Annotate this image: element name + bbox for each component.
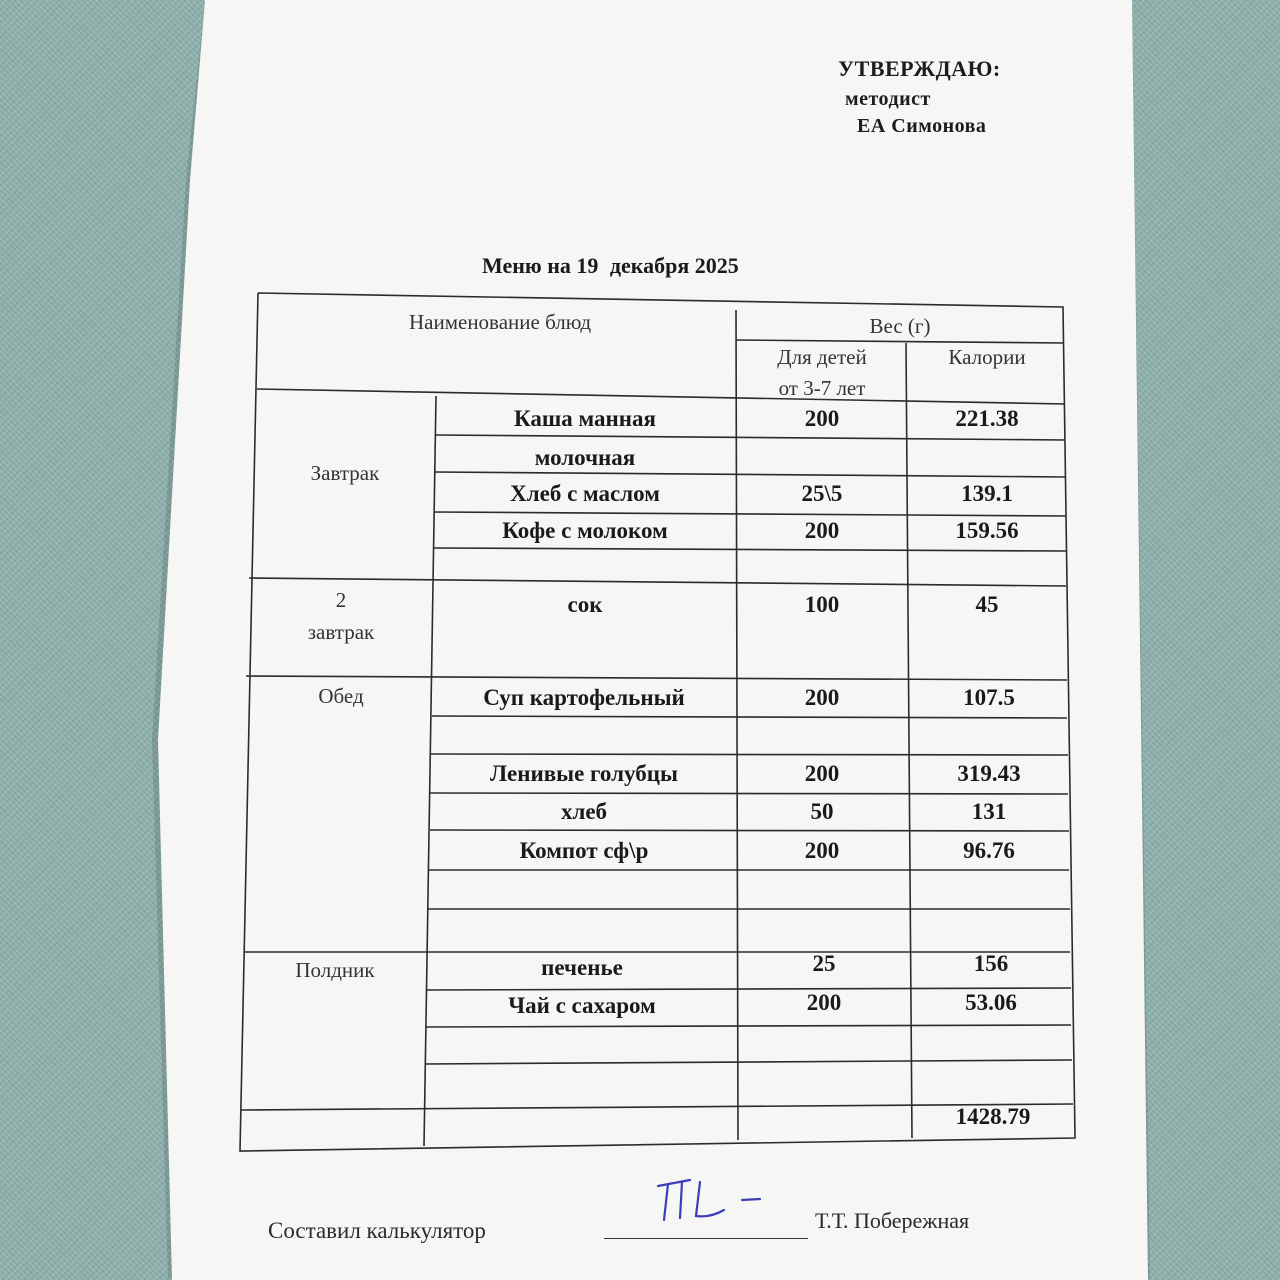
dish-name: хлеб: [560, 799, 608, 824]
dish-calories: 131: [971, 799, 1007, 824]
meal-second-breakfast-line1: 2: [335, 588, 347, 612]
dish-name: Хлеб с маслом: [510, 481, 660, 506]
dish-calories: 156: [973, 951, 1009, 976]
dish-calories: 96.76: [963, 838, 1015, 863]
dish-weight: 200: [804, 406, 840, 431]
dish-weight: 200: [804, 761, 840, 786]
header-age-group-line1: Для детей: [777, 345, 867, 369]
meal-second-breakfast-line2: завтрак: [307, 620, 375, 644]
dish-weight: 200: [804, 685, 840, 710]
dish-calories: 139.1: [961, 481, 1013, 506]
dish-name: Ленивые голубцы: [490, 761, 678, 786]
dish-calories: 221.38: [955, 406, 1019, 431]
dish-name: Чай с сахаром: [508, 993, 656, 1018]
dish-name: Компот сф\р: [519, 838, 649, 863]
approval-name: ЕА Симонова: [857, 115, 987, 137]
approval-title: УТВЕРЖДАЮ:: [838, 56, 1001, 81]
dish-weight: 200: [804, 518, 840, 543]
dish-weight: 100: [804, 592, 840, 617]
dish-weight: 25: [812, 951, 836, 976]
dish-calories: 53.06: [965, 990, 1017, 1015]
meal-snack: Полдник: [295, 958, 375, 982]
dish-calories: 107.5: [963, 685, 1015, 710]
header-weight: Вес (г): [869, 314, 931, 338]
dish-name: Суп картофельный: [483, 685, 685, 710]
header-age-group-line2: от 3-7 лет: [778, 376, 866, 400]
dish-weight: 25\5: [801, 481, 843, 506]
compiled-by-label: Составил калькулятор: [268, 1218, 486, 1243]
dish-calories: 45: [975, 592, 999, 617]
dish-name: Каша манная: [514, 406, 656, 431]
menu-title-date: декабря 2025: [609, 253, 739, 278]
handwritten-signature: [650, 1172, 780, 1232]
dish-calories: 159.56: [955, 518, 1019, 543]
dish-name: печенье: [541, 955, 623, 980]
dish-name: Кофе с молоком: [502, 518, 668, 543]
meal-breakfast: Завтрак: [310, 461, 380, 485]
menu-title-prefix: Меню на 19: [482, 253, 599, 278]
signature-line: [604, 1238, 808, 1239]
compiled-by-name: Т.Т. Побережная: [815, 1208, 970, 1233]
header-calories: Калории: [948, 345, 1026, 369]
dish-name: сок: [567, 592, 603, 617]
dish-weight: 50: [810, 799, 834, 824]
menu-title: [482, 253, 739, 279]
approval-role: методист: [845, 88, 931, 110]
header-dish-name: Наименование блюд: [408, 310, 592, 334]
meal-lunch: Обед: [318, 684, 364, 708]
dish-calories: 319.43: [957, 761, 1021, 786]
total-calories: 1428.79: [955, 1104, 1031, 1129]
dish-weight: 200: [806, 990, 842, 1015]
dish-weight: 200: [804, 838, 840, 863]
dish-name: молочная: [534, 445, 636, 470]
